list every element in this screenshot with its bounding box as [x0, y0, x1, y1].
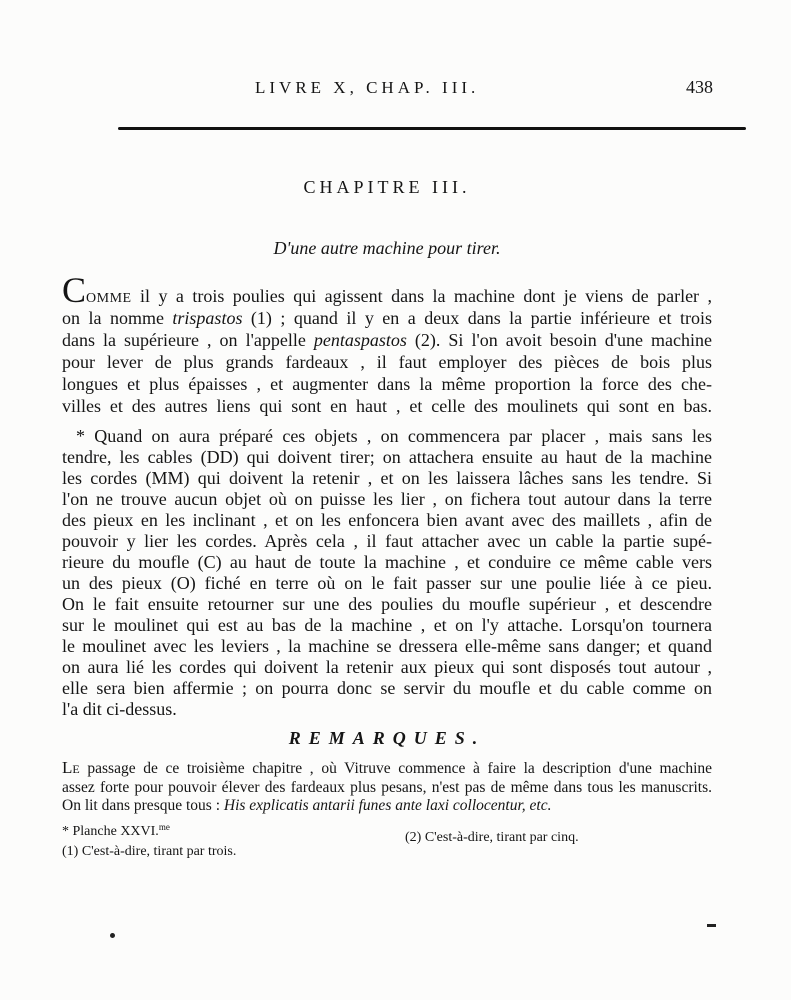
latin-quote: His explicatis antarii funes ante laxi collocentur, etc.: [223, 797, 552, 814]
chapter-subtitle: D'une autre machine pour tirer.: [273, 238, 501, 258]
remarks-heading: REMARQUES.: [288, 728, 486, 748]
remarks-line: [62, 797, 712, 816]
text-segment: On lit dans presque tous :: [62, 797, 224, 814]
footnote-2: (2) C'est-à-dire, tirant par cinq.: [405, 830, 579, 845]
ink-speck: [707, 924, 716, 927]
text-segment: on la nomme: [62, 308, 173, 328]
text-segment: dans la supérieure , on l'appelle: [62, 330, 314, 350]
page-number: 438: [686, 77, 713, 97]
chapter-title: CHAPITRE III.: [303, 177, 471, 197]
paragraph-line: on aura lié les cordes qui doivent la retenir aux pieux qui sont disposés tout autour ,: [62, 657, 712, 677]
footnotes-left: [62, 822, 236, 862]
paragraph-line: * Quand on aura préparé ces objets , on commencera par placer , mais sans les: [76, 426, 712, 446]
text-segment: longues et plus épaisses , et augmenter dans la même proportion la force des che-: [62, 374, 712, 394]
remarks-line: assez forte pour pouvoir élever des fardeaux plus pesans, n'est pas de même dans tous les manuscrits.: [62, 778, 712, 796]
paragraph-line: pouvoir y lier les cordes. Après cela , il faut attacher avec un cable la partie supé-: [62, 531, 712, 551]
text-segment: il y a trois poulies qui agissent dans la machine dont je viens de parler ,: [131, 286, 712, 306]
text-segment: pour lever de plus grands fardeaux , il faut employer des pièces de bois plus: [62, 352, 712, 372]
paragraph-line: l'a dit ci-dessus.: [62, 699, 177, 719]
remarks-initial: L: [62, 758, 73, 777]
footnote-1: (1) C'est-à-dire, tirant par trois.: [62, 844, 237, 859]
paragraph-2: [62, 426, 712, 720]
italic-term: pentaspastos: [313, 330, 407, 350]
paragraph-line: [62, 307, 712, 329]
remarks-initial-small-caps: E: [72, 762, 80, 776]
paragraph-line: elle sera bien affermie ; on pourra donc se servir du moufle et du cable comme on: [62, 678, 712, 698]
paragraph-line: l'on ne trouve aucun objet où on puisse les lier , on fichera tout autour dans la terre: [62, 489, 712, 509]
paragraph-line: des pieux en les inclinant , et on les enfoncera bien avant avec des maillets , afin de: [62, 510, 712, 530]
paragraph-line: les cordes (MM) qui doivent la retenir , et on les laissera lâches sans les tendre. Si: [62, 468, 712, 488]
paragraph-line: [62, 270, 712, 310]
paragraph-line: sur le moulinet qui est au bas de la machine , et on l'y attache. Lorsqu'on tournera: [62, 615, 712, 635]
plate-footnote-superscript: me: [158, 822, 170, 832]
text-segment: passage de ce troisième chapitre , où Vitruve commence à faire la description d'une machine: [79, 760, 712, 777]
paragraph-line: tendre, les cables (DD) qui doivent tirer; on attachera ensuite au haut de la machine: [62, 447, 712, 467]
text-segment: (2). Si l'on avoit besoin d'une machine: [406, 330, 712, 350]
text-segment: (1) ; quand il y en a deux dans la partie inférieure et trois: [242, 308, 712, 328]
paragraph-line: rieure du moufle (C) au haut de toute la machine , et conduire ce même cable vers: [62, 552, 712, 572]
remarks-paragraph: [62, 760, 712, 816]
paragraph-line: un des pieux (O) fiché en terre où on le fait passer sur une poulie liée à ce pieu.: [62, 573, 712, 593]
paragraph-line: le moulinet avec les leviers , la machine se dressera elle-même sans danger; et quand: [62, 636, 712, 656]
paragraph-line: [62, 395, 712, 417]
drop-initial: C: [62, 270, 87, 310]
ink-speck: [110, 933, 115, 938]
paragraph-line: On le fait ensuite retourner sur une des poulies du moufle supérieur , et descendre: [62, 594, 712, 614]
italic-term: trispastos: [172, 308, 243, 328]
remarks-line: [62, 760, 712, 779]
text-segment: villes et des autres liens qui sont en haut , et celle des moulinets qui sont en bas.: [62, 396, 712, 416]
header-rule: [118, 127, 746, 130]
paragraph-line: [62, 373, 712, 395]
paragraph-line: [62, 351, 712, 373]
running-title: LIVRE X, CHAP. III.: [255, 78, 480, 97]
paragraph-line: [62, 329, 712, 351]
paragraph-1: [62, 270, 712, 417]
plate-footnote-text: * Planche XXVI.: [62, 824, 159, 839]
initial-small-caps: OMME: [86, 291, 132, 306]
plate-footnote: [62, 822, 236, 842]
